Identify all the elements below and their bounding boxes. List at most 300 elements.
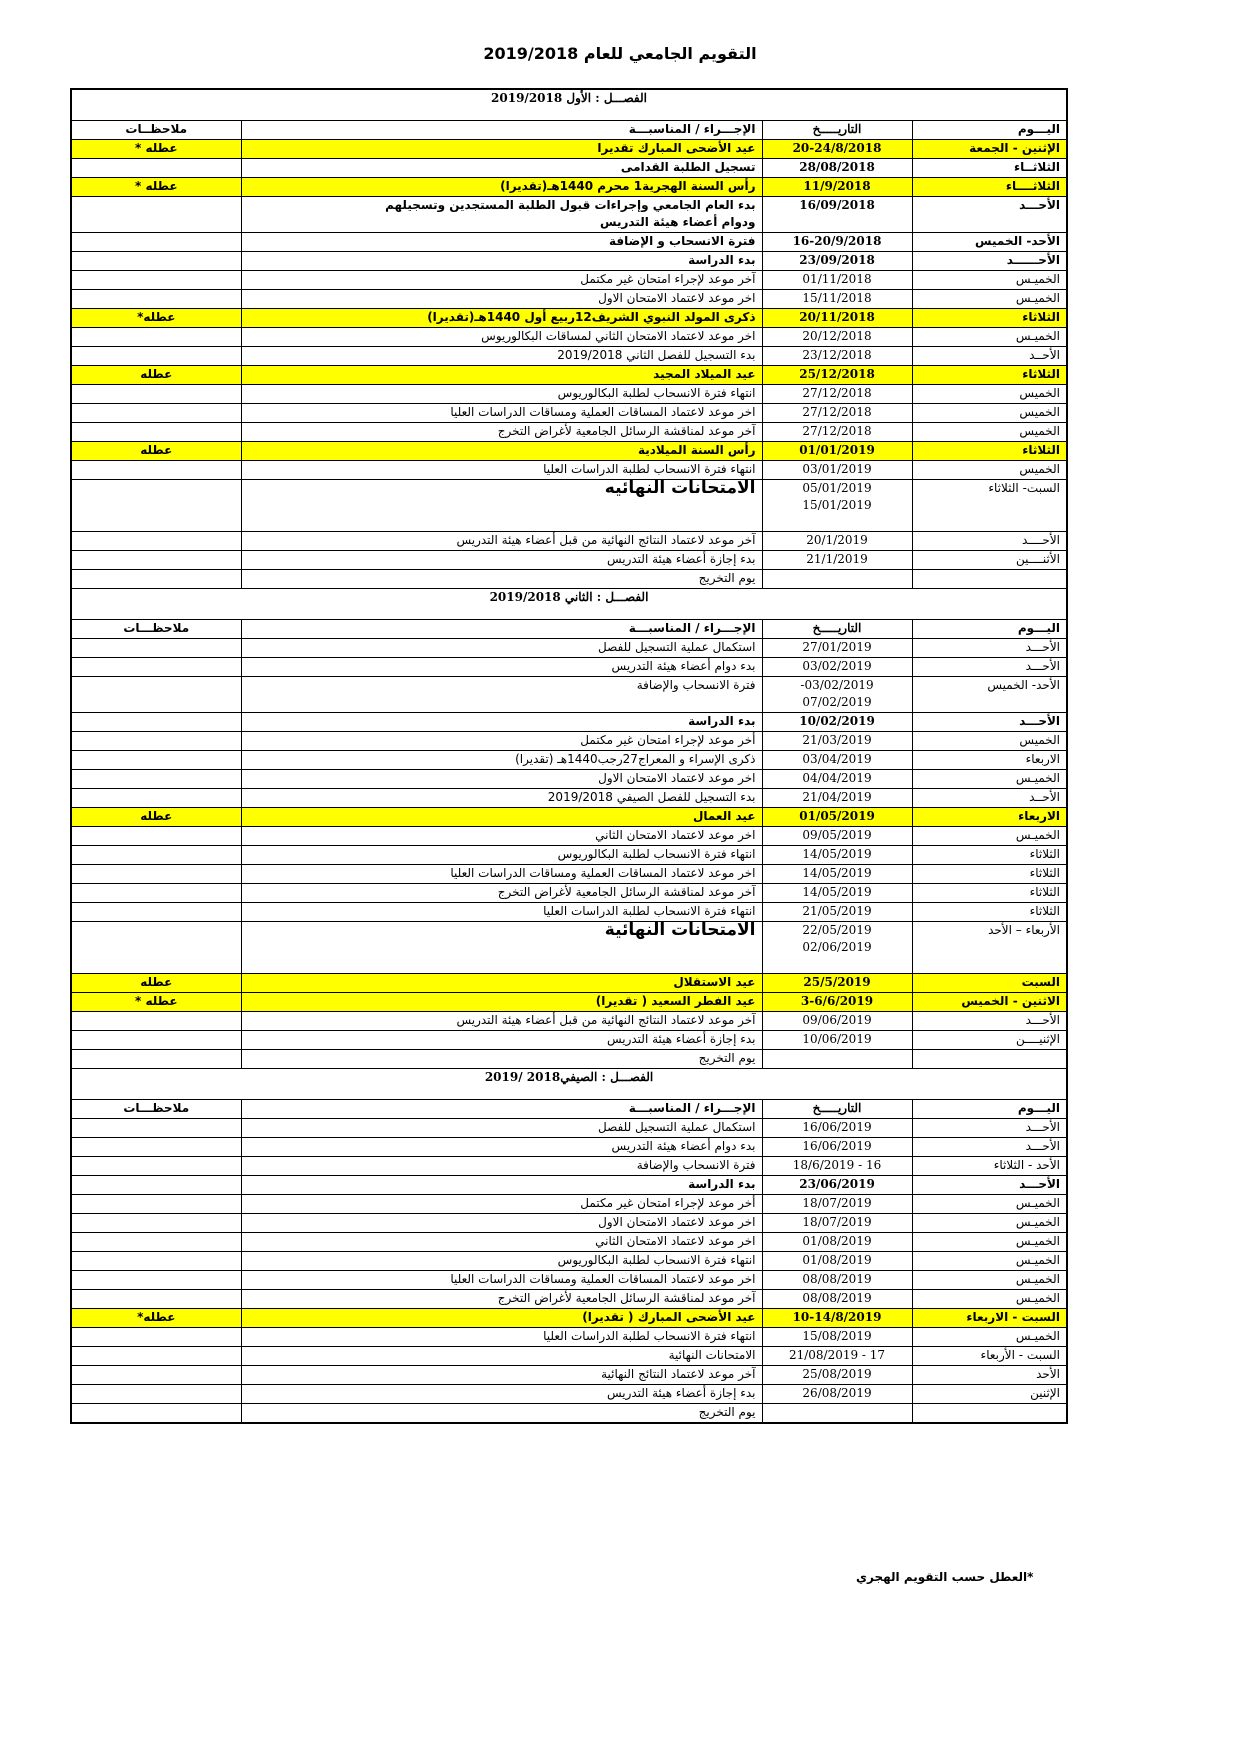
action-text: استكمال عملية التسجيل للفصل — [598, 1120, 756, 1134]
date-cell — [762, 1195, 912, 1214]
day-cell: الخميس — [912, 385, 1067, 404]
action-text: يوم التخريج — [698, 1051, 756, 1065]
day-cell: الثلاثاء — [912, 903, 1067, 922]
note-cell: عطله — [71, 442, 241, 461]
note-cell — [71, 846, 241, 865]
table-row — [71, 347, 1067, 366]
table-row — [71, 789, 1067, 808]
date-value: 03/02/2019- — [800, 678, 874, 692]
date-cell — [762, 865, 912, 884]
day-cell: الأحــد — [912, 789, 1067, 808]
action-text: بدء دوام أعضاء هيئة التدريس — [611, 1139, 756, 1153]
action-text: تسجيل الطلبة القدامى — [620, 160, 756, 174]
day-cell: الخميس — [912, 404, 1067, 423]
date-cell — [762, 1366, 912, 1385]
date-value: 14/05/2019 — [802, 847, 872, 861]
action-cell — [241, 1366, 762, 1385]
date-cell — [762, 404, 912, 423]
action-cell — [241, 423, 762, 442]
action-text: عيد الأضحى المبارك تقديرا — [597, 141, 756, 155]
note-cell — [71, 404, 241, 423]
day-cell: الثلاثاء — [912, 846, 1067, 865]
day-cell: الخميـس — [912, 1252, 1067, 1271]
note-cell — [71, 677, 241, 713]
day-cell: الإثنيــــن — [912, 1031, 1067, 1050]
date-cell — [762, 808, 912, 827]
date-value: 16-20/9/2018 — [792, 234, 882, 248]
date-cell — [762, 423, 912, 442]
note-cell — [71, 1366, 241, 1385]
action-cell — [241, 347, 762, 366]
day-cell: الأحد- الخميس — [912, 233, 1067, 252]
action-text: فترة الانسحاب والإضافة — [636, 1158, 756, 1172]
action-cell — [241, 159, 762, 178]
day-cell: الأحـــد — [912, 1012, 1067, 1031]
action-cell — [241, 993, 762, 1012]
date-cell — [762, 1328, 912, 1347]
action-cell — [241, 1309, 762, 1328]
holiday-row — [71, 1309, 1067, 1328]
action-text: انتهاء فترة الانسحاب لطلبة الدراسات العليا — [543, 1329, 756, 1343]
action-text: اخر موعد لاعتماد الامتحان الاول — [598, 1215, 756, 1229]
date-value: 27/12/2018 — [802, 386, 872, 400]
day-cell: الخميـس — [912, 271, 1067, 290]
date-value: 16/06/2019 — [802, 1120, 872, 1134]
action-text: آخر موعد لاعتماد النتائج النهائية من قبل أعضاء هيئة التدريس — [456, 533, 756, 547]
note-cell — [71, 1119, 241, 1138]
note-cell: عطله — [71, 366, 241, 385]
action-cell — [241, 385, 762, 404]
date-value: 20/1/2019 — [806, 533, 868, 547]
note-cell — [71, 328, 241, 347]
day-cell: الأحـــد — [912, 197, 1067, 233]
note-cell — [71, 252, 241, 271]
note-cell — [71, 1252, 241, 1271]
date-cell — [762, 1176, 912, 1195]
calendar-table — [70, 88, 1068, 1424]
action-cell — [241, 903, 762, 922]
note-cell — [71, 1271, 241, 1290]
semester-title-row — [71, 89, 1067, 121]
action-text: رأس السنة الميلادية — [637, 443, 756, 457]
date-cell — [762, 328, 912, 347]
holiday-row — [71, 140, 1067, 159]
note-cell — [71, 385, 241, 404]
date-cell — [762, 1347, 912, 1366]
day-cell: الأحــــــد — [912, 252, 1067, 271]
day-cell: الأحـــد — [912, 713, 1067, 732]
date-value: 16/06/2019 — [802, 1139, 872, 1153]
action-cell — [241, 197, 762, 233]
table-row — [71, 1195, 1067, 1214]
table-row — [71, 677, 1067, 713]
note-cell — [71, 1347, 241, 1366]
date-value: 21/04/2019 — [802, 790, 872, 804]
date-value: 3-6/6/2019 — [800, 994, 874, 1008]
action-cell — [241, 1404, 762, 1423]
note-cell — [71, 271, 241, 290]
table-row — [71, 903, 1067, 922]
action-cell — [241, 290, 762, 309]
date-value: 21/03/2019 — [802, 733, 872, 747]
table-row — [71, 1119, 1067, 1138]
table-row — [71, 290, 1067, 309]
day-cell: الثلاثــاء — [912, 159, 1067, 178]
action-cell — [241, 233, 762, 252]
table-row — [71, 1385, 1067, 1404]
action-text: فترة الانسحاب و الإضافة — [608, 234, 756, 248]
note-cell: عطله* — [71, 1309, 241, 1328]
note-cell — [71, 770, 241, 789]
date-value: 08/08/2019 — [802, 1291, 872, 1305]
table-row — [71, 197, 1067, 233]
action-text: اخر موعد لاعتماد الامتحان الثاني — [595, 1234, 756, 1248]
day-cell: الأحـــد — [912, 639, 1067, 658]
table-row — [71, 328, 1067, 347]
action-cell — [241, 658, 762, 677]
day-cell: الأثنــــين — [912, 551, 1067, 570]
date-cell — [762, 1214, 912, 1233]
date-value: 01/08/2019 — [802, 1253, 872, 1267]
action-text: اخر موعد لاعتماد المساقات العملية ومساقات الدراسات العليا — [450, 866, 756, 880]
date-value: 10/06/2019 — [802, 1032, 872, 1046]
day-cell: الخميـس — [912, 290, 1067, 309]
date-cell — [762, 551, 912, 570]
date-cell — [762, 366, 912, 385]
table-row — [71, 713, 1067, 732]
date-cell — [762, 1157, 912, 1176]
table-row — [71, 846, 1067, 865]
date-value: 01/08/2019 — [802, 1234, 872, 1248]
header-day: اليـــوم — [912, 121, 1067, 140]
note-cell — [71, 233, 241, 252]
date-value: 10/02/2019 — [799, 714, 875, 728]
day-cell: الأحـــد — [912, 1138, 1067, 1157]
date-value: 01/01/2019 — [799, 443, 875, 457]
day-cell: الثلاثاء — [912, 309, 1067, 328]
date-cell — [762, 442, 912, 461]
day-cell: الخميـس — [912, 827, 1067, 846]
action-text: بدء دوام أعضاء هيئة التدريس — [611, 659, 756, 673]
date-value: 23/06/2019 — [799, 1177, 875, 1191]
action-text: آخر موعد لإجراء امتحان غير مكتمل — [580, 272, 756, 286]
action-text: بدء إجازة أعضاء هيئة التدريس — [606, 1386, 756, 1400]
action-cell — [241, 732, 762, 751]
holidays-footnote: *العطل حسب التقويم الهجري — [856, 1570, 1034, 1584]
action-cell — [241, 751, 762, 770]
action-text: عيد العمال — [692, 809, 756, 823]
page-title: التقويم الجامعي للعام 2019/2018 — [483, 44, 757, 63]
table-row — [71, 1290, 1067, 1309]
note-cell: عطله* — [71, 309, 241, 328]
note-cell — [71, 1328, 241, 1347]
day-cell: الخميـس — [912, 1195, 1067, 1214]
action-text: بدء إجازة أعضاء هيئة التدريس — [606, 1032, 756, 1046]
date-value-end: 15/01/2019 — [802, 498, 872, 512]
date-cell — [762, 197, 912, 233]
action-cell — [241, 480, 762, 532]
action-cell — [241, 1214, 762, 1233]
date-cell — [762, 827, 912, 846]
date-value: 10-14/8/2019 — [792, 1310, 882, 1324]
date-cell — [762, 1233, 912, 1252]
date-value: 20-24/8/2018 — [792, 141, 882, 155]
action-cell — [241, 677, 762, 713]
date-cell — [762, 570, 912, 589]
action-cell — [241, 713, 762, 732]
action-text: بدء الدراسة — [688, 253, 756, 267]
table-row — [71, 480, 1067, 532]
day-cell: الاثنين - الخميس — [912, 993, 1067, 1012]
date-cell — [762, 178, 912, 197]
table-row — [71, 658, 1067, 677]
note-cell — [71, 1138, 241, 1157]
note-cell — [71, 461, 241, 480]
action-cell — [241, 1271, 762, 1290]
action-text-line2: ودوام أعضاء هيئة التدريس — [600, 215, 756, 229]
action-cell — [241, 1138, 762, 1157]
date-value: 27/01/2019 — [802, 640, 872, 654]
action-cell — [241, 461, 762, 480]
table-row — [71, 1214, 1067, 1233]
day-cell — [912, 1404, 1067, 1423]
date-value: 20/11/2018 — [799, 310, 875, 324]
date-cell — [762, 1290, 912, 1309]
header-day: اليـــوم — [912, 1100, 1067, 1119]
action-text: ذكرى المولد النبوي الشريف12ربيع أول 1440هـ(تقديرا) — [427, 310, 756, 324]
table-row — [71, 1050, 1067, 1069]
table-row — [71, 423, 1067, 442]
table-row — [71, 1157, 1067, 1176]
day-cell: الخميـس — [912, 1271, 1067, 1290]
note-cell — [71, 1012, 241, 1031]
holiday-row — [71, 442, 1067, 461]
day-cell: الأحد- الخميس — [912, 677, 1067, 713]
note-cell: عطله — [71, 974, 241, 993]
action-cell — [241, 551, 762, 570]
action-text: عيد الفطر السعيد ( تقديرا) — [595, 994, 756, 1008]
action-text: أخر موعد لإجراء امتحان غير مكتمل — [580, 733, 756, 747]
action-cell — [241, 865, 762, 884]
date-cell — [762, 233, 912, 252]
date-cell — [762, 751, 912, 770]
note-cell — [71, 1176, 241, 1195]
action-cell — [241, 1195, 762, 1214]
date-value: 03/04/2019 — [802, 752, 872, 766]
column-header-row — [71, 620, 1067, 639]
table-row — [71, 551, 1067, 570]
action-text: اخر موعد لاعتماد الامتحان الثاني — [595, 828, 756, 842]
header-date: التاريـــــخ — [762, 620, 912, 639]
date-value: 25/08/2019 — [802, 1367, 872, 1381]
action-text: انتهاء فترة الانسحاب لطلبة الدراسات العليا — [543, 462, 756, 476]
note-cell — [71, 658, 241, 677]
note-cell — [71, 922, 241, 974]
date-value: 11/9/2018 — [803, 179, 871, 193]
date-value: 09/06/2019 — [802, 1013, 872, 1027]
action-text: ذكرى الإسراء و المعراج27رجب1440هـ (تقديرا) — [515, 752, 756, 766]
note-cell — [71, 159, 241, 178]
date-value-end: 02/06/2019 — [802, 940, 872, 954]
header-day: اليـــوم — [912, 620, 1067, 639]
note-cell: عطله * — [71, 993, 241, 1012]
action-text: اخر موعد لاعتماد الامتحان الاول — [598, 771, 756, 785]
date-value: 25/12/2018 — [799, 367, 875, 381]
action-cell — [241, 178, 762, 197]
action-cell — [241, 922, 762, 974]
day-cell: الاربعاء — [912, 808, 1067, 827]
action-cell — [241, 1347, 762, 1366]
note-cell — [71, 1233, 241, 1252]
date-cell — [762, 1252, 912, 1271]
action-text: عيد الاستقلال — [673, 975, 756, 989]
table-row — [71, 1176, 1067, 1195]
date-value: 23/09/2018 — [799, 253, 875, 267]
date-cell — [762, 1138, 912, 1157]
date-cell — [762, 461, 912, 480]
header-action: الإجـــراء / المناسبـــة — [241, 121, 762, 140]
table-row — [71, 404, 1067, 423]
date-value: 27/12/2018 — [802, 405, 872, 419]
action-text: الامتحانات النهائية — [604, 921, 756, 940]
day-cell: الأربعاء – الأحد — [912, 922, 1067, 974]
note-cell — [71, 197, 241, 233]
action-text: اخر موعد لاعتماد الامتحان الاول — [598, 291, 756, 305]
day-cell: الخميس — [912, 461, 1067, 480]
action-text: اخر موعد لاعتماد المساقات العملية ومساقات الدراسات العليا — [450, 1272, 756, 1286]
note-cell — [71, 639, 241, 658]
action-text: آخر موعد لمناقشة الرسائل الجامعية لأغراض التخرج — [497, 1291, 756, 1305]
date-value: 27/12/2018 — [802, 424, 872, 438]
table-row — [71, 732, 1067, 751]
date-value: 09/05/2019 — [802, 828, 872, 842]
action-text: آخر موعد لمناقشة الرسائل الجامعية لأغراض التخرج — [497, 424, 756, 438]
table-row — [71, 461, 1067, 480]
column-header-row — [71, 1100, 1067, 1119]
note-cell — [71, 480, 241, 532]
table-row — [71, 1271, 1067, 1290]
action-cell — [241, 884, 762, 903]
header-notes: ملاحظــات — [71, 121, 241, 140]
action-cell — [241, 770, 762, 789]
action-cell — [241, 366, 762, 385]
day-cell: السبت — [912, 974, 1067, 993]
action-text: بدء الدراسة — [688, 1177, 756, 1191]
note-cell — [71, 789, 241, 808]
action-text: يوم التخريج — [698, 1405, 756, 1419]
note-cell: عطله * — [71, 178, 241, 197]
action-cell — [241, 1012, 762, 1031]
date-cell — [762, 884, 912, 903]
table-row — [71, 1404, 1067, 1423]
table-row — [71, 252, 1067, 271]
day-cell: الأحــد — [912, 347, 1067, 366]
day-cell: الخميـس — [912, 1214, 1067, 1233]
table-row — [71, 1031, 1067, 1050]
date-value: 03/02/2019 — [802, 659, 872, 673]
date-cell — [762, 770, 912, 789]
date-cell — [762, 713, 912, 732]
action-text: آخر موعد لاعتماد النتائج النهائية — [601, 1367, 756, 1381]
note-cell — [71, 1214, 241, 1233]
action-text: أخر موعد لإجراء امتحان غير مكتمل — [580, 1196, 756, 1210]
header-notes: ملاحظـــات — [71, 620, 241, 639]
semester-title-row — [71, 589, 1067, 620]
day-cell: الخميـس — [912, 1328, 1067, 1347]
date-cell — [762, 480, 912, 532]
day-cell: الأحــــد — [912, 532, 1067, 551]
date-cell — [762, 846, 912, 865]
table-row — [71, 1233, 1067, 1252]
action-text: فترة الانسحاب والإضافة — [636, 678, 756, 692]
day-cell: الخميس — [912, 732, 1067, 751]
action-text: انتهاء فترة الانسحاب لطلبة البكالوريوس — [557, 386, 756, 400]
action-text: انتهاء فترة الانسحاب لطلبة البكالوريوس — [557, 847, 756, 861]
action-text: يوم التخريج — [698, 571, 756, 585]
table-row — [71, 1328, 1067, 1347]
action-cell — [241, 309, 762, 328]
day-cell: السبت - الاربعاء — [912, 1309, 1067, 1328]
day-cell: السبت - الأربعاء — [912, 1347, 1067, 1366]
note-cell — [71, 347, 241, 366]
action-cell — [241, 639, 762, 658]
note-cell — [71, 1157, 241, 1176]
note-cell — [71, 827, 241, 846]
holiday-row — [71, 993, 1067, 1012]
header-action: الإجـــراء / المناسبـــة — [241, 620, 762, 639]
date-cell — [762, 1309, 912, 1328]
action-cell — [241, 808, 762, 827]
note-cell — [71, 532, 241, 551]
date-cell — [762, 1050, 912, 1069]
table-row — [71, 884, 1067, 903]
day-cell: الثلاثاء — [912, 865, 1067, 884]
date-cell — [762, 271, 912, 290]
action-cell — [241, 1252, 762, 1271]
column-header-row — [71, 121, 1067, 140]
date-value: 25/5/2019 — [803, 975, 871, 989]
action-cell — [241, 846, 762, 865]
action-text: بدء إجازة أعضاء هيئة التدريس — [606, 552, 756, 566]
date-cell — [762, 677, 912, 713]
note-cell — [71, 1404, 241, 1423]
action-cell — [241, 1290, 762, 1309]
note-cell — [71, 551, 241, 570]
table-row — [71, 385, 1067, 404]
action-text: الامتحانات النهائية — [668, 1348, 756, 1362]
day-cell — [912, 1050, 1067, 1069]
action-text: اخر موعد لاعتماد الامتحان الثاني لمساقات البكالوريوس — [481, 329, 756, 343]
table-row — [71, 271, 1067, 290]
table-row — [71, 1366, 1067, 1385]
date-value: 16/09/2018 — [799, 198, 875, 212]
note-cell — [71, 570, 241, 589]
note-cell: عطله — [71, 808, 241, 827]
action-text: استكمال عملية التسجيل للفصل — [598, 640, 756, 654]
note-cell — [71, 1031, 241, 1050]
action-cell — [241, 252, 762, 271]
date-cell — [762, 993, 912, 1012]
action-cell — [241, 1050, 762, 1069]
date-value: 03/01/2019 — [802, 462, 872, 476]
action-text: بدء التسجيل للفصل الثاني 2019/2018 — [557, 348, 756, 362]
date-cell — [762, 1012, 912, 1031]
table-row — [71, 770, 1067, 789]
table-row — [71, 922, 1067, 974]
day-cell: الخميـس — [912, 1233, 1067, 1252]
action-cell — [241, 1157, 762, 1176]
note-cell — [71, 865, 241, 884]
